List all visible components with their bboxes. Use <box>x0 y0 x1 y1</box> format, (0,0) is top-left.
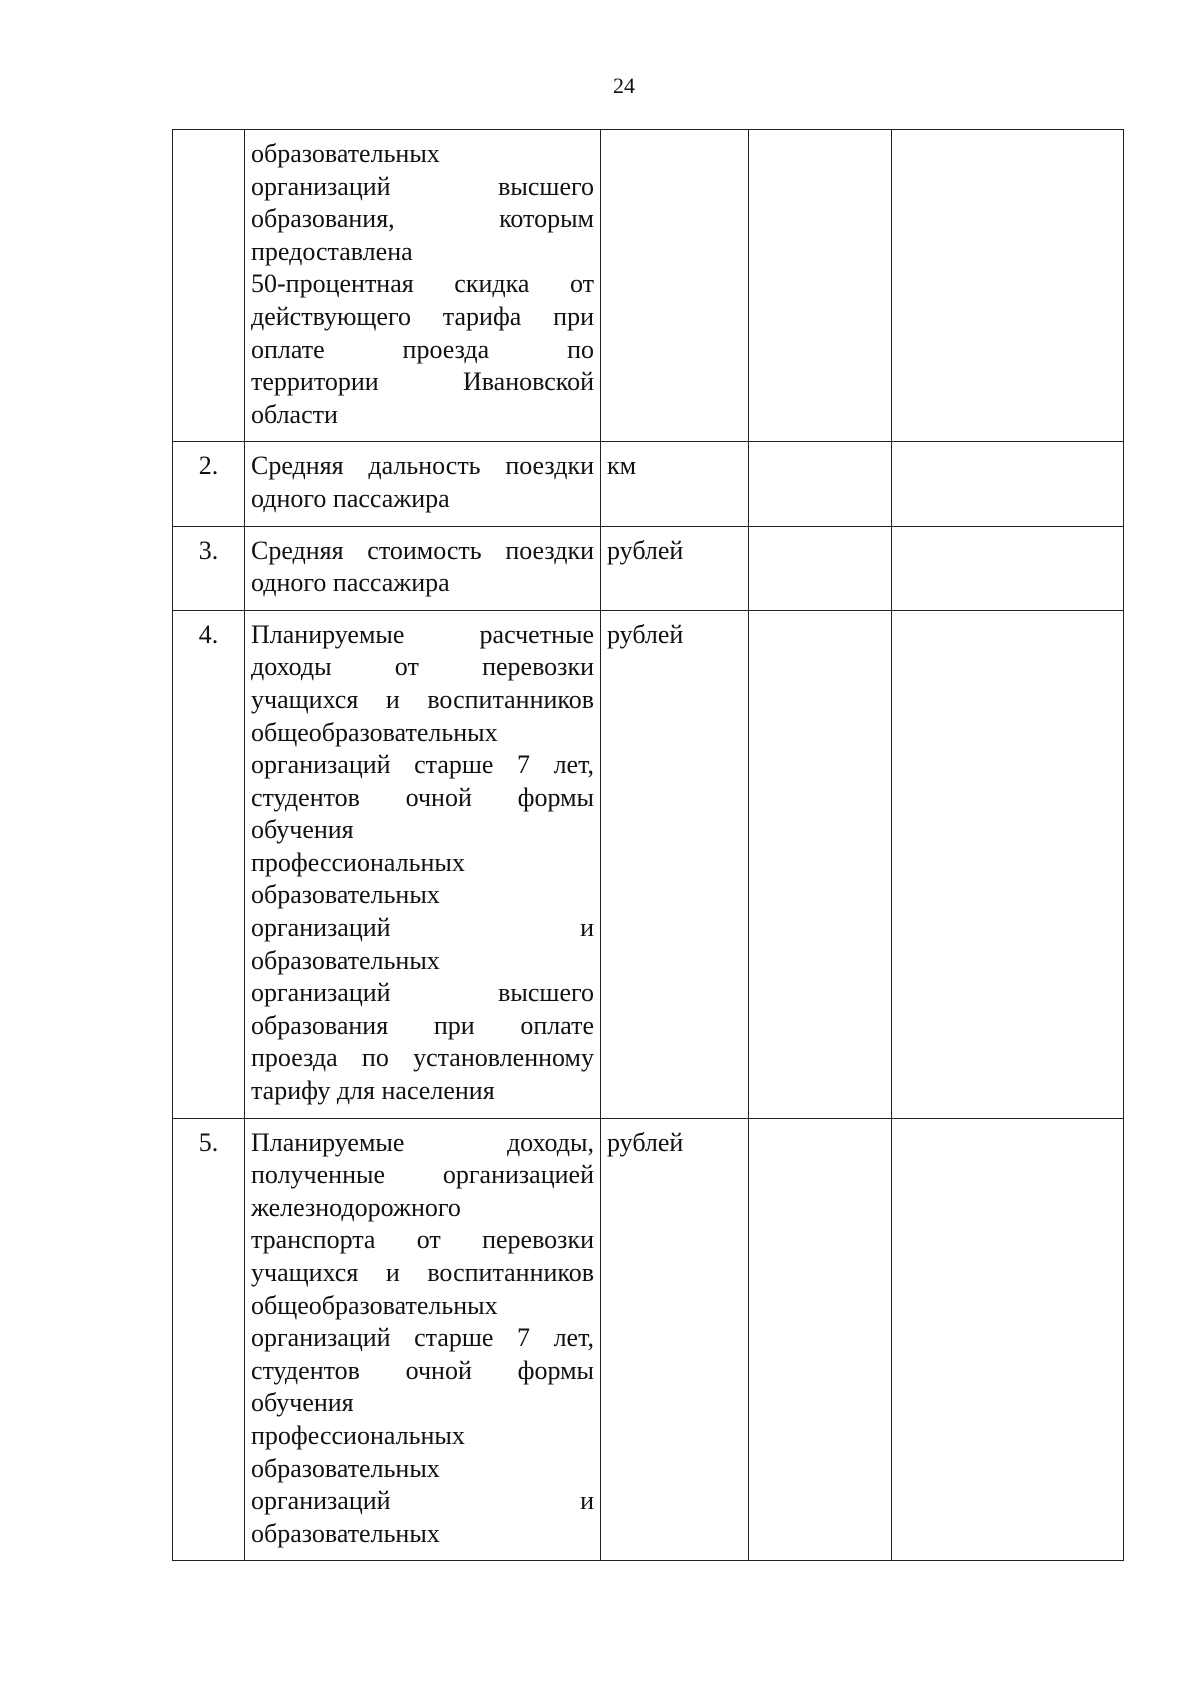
indicator-text-line: оплате проезда по <box>251 334 594 364</box>
indicator-name-cell <box>245 1118 601 1561</box>
value-cell-2 <box>892 442 1124 526</box>
row-number-cell: 4. <box>173 610 245 1118</box>
unit-cell: рублей <box>601 1118 749 1561</box>
indicator-text-line: действующего тарифа при <box>251 301 594 331</box>
value-cell-2 <box>892 610 1124 1118</box>
indicator-name-cell <box>245 130 601 442</box>
indicator-text-line: профессиональных <box>251 847 465 877</box>
indicators-table <box>172 129 1124 1561</box>
row-number-cell <box>173 130 245 442</box>
value-cell-2 <box>892 130 1124 442</box>
indicator-text-line: транспорта от перевозки <box>251 1225 594 1255</box>
unit-cell: рублей <box>601 610 749 1118</box>
indicator-text-line: области <box>251 399 338 429</box>
indicator-text-line: образования, которым <box>251 204 594 234</box>
indicator-text-line: общеобразовательных <box>251 1290 498 1320</box>
indicator-text-line: обучения <box>251 815 354 845</box>
value-cell-2 <box>892 526 1124 610</box>
indicator-text-line: учащихся и воспитанников <box>251 1258 594 1287</box>
table-row <box>173 130 1124 442</box>
value-cell-2 <box>892 1118 1124 1561</box>
unit-cell: рублей <box>601 526 749 610</box>
indicator-text-line: образовательных <box>251 139 440 168</box>
indicator-text-line: учащихся и воспитанников <box>251 684 594 714</box>
row-number-cell: 2. <box>173 442 245 526</box>
indicator-name-cell <box>245 610 601 1118</box>
indicator-text-line: доходы от перевозки <box>251 652 594 682</box>
indicator-text-line: организаций старше 7 лет, <box>251 1323 594 1353</box>
indicator-text-line: организаций и <box>251 913 594 943</box>
indicator-text-line: одного пассажира <box>251 483 450 513</box>
indicator-text-line: железнодорожного <box>251 1192 461 1222</box>
indicator-name-cell <box>245 526 601 610</box>
indicator-text-line: организаций и <box>251 1486 594 1516</box>
indicator-text-line: организаций высшего <box>251 978 594 1008</box>
indicator-text-line: проезда по установленному <box>251 1043 594 1073</box>
table-row <box>173 610 1124 1118</box>
indicator-text-line: Планируемые расчетные <box>251 619 594 649</box>
value-cell-1 <box>749 526 892 610</box>
page-number: 24 <box>613 73 635 98</box>
indicator-text-line: профессиональных <box>251 1420 465 1450</box>
indicator-text-line: полученные организацией <box>251 1160 594 1190</box>
indicator-name-cell <box>245 442 601 526</box>
value-cell-1 <box>749 610 892 1118</box>
row-number-cell: 5. <box>173 1118 245 1561</box>
indicator-text-line: студентов очной формы <box>251 1355 594 1385</box>
indicator-text-line: 50-процентная скидка от <box>251 269 594 299</box>
table-row <box>173 526 1124 610</box>
row-number-cell: 3. <box>173 526 245 610</box>
table-row <box>173 1118 1124 1561</box>
indicator-text-line: обучения <box>251 1388 354 1418</box>
indicator-text-line: одного пассажира <box>251 568 450 598</box>
table-body <box>173 130 1124 1561</box>
value-cell-1 <box>749 130 892 442</box>
indicator-text-line: образовательных <box>251 945 440 975</box>
value-cell-1 <box>749 442 892 526</box>
indicator-text-line: территории Ивановской <box>251 367 594 397</box>
indicator-text-line: предоставлена <box>251 236 413 266</box>
indicator-text-line: организаций старше 7 лет, <box>251 750 594 780</box>
indicator-text-line: образовательных <box>251 880 440 910</box>
indicator-text-line: тарифу для населения <box>251 1076 495 1106</box>
indicator-text-line: образовательных <box>251 1453 440 1483</box>
indicator-text-line: общеобразовательных <box>251 717 498 747</box>
indicator-text-line: Средняя стоимость поездки <box>251 535 594 565</box>
indicator-text-line: организаций высшего <box>251 171 594 201</box>
indicator-text-line: студентов очной формы <box>251 782 594 812</box>
indicator-text-line: Планируемые доходы, <box>251 1127 594 1157</box>
indicator-text-line: Средняя дальность поездки <box>251 451 594 481</box>
unit-cell: км <box>601 442 749 526</box>
table-row <box>173 442 1124 526</box>
indicator-text-line: образования при оплате <box>251 1010 594 1040</box>
value-cell-1 <box>749 1118 892 1561</box>
indicator-text-line: образовательных <box>251 1518 440 1548</box>
unit-cell <box>601 130 749 442</box>
